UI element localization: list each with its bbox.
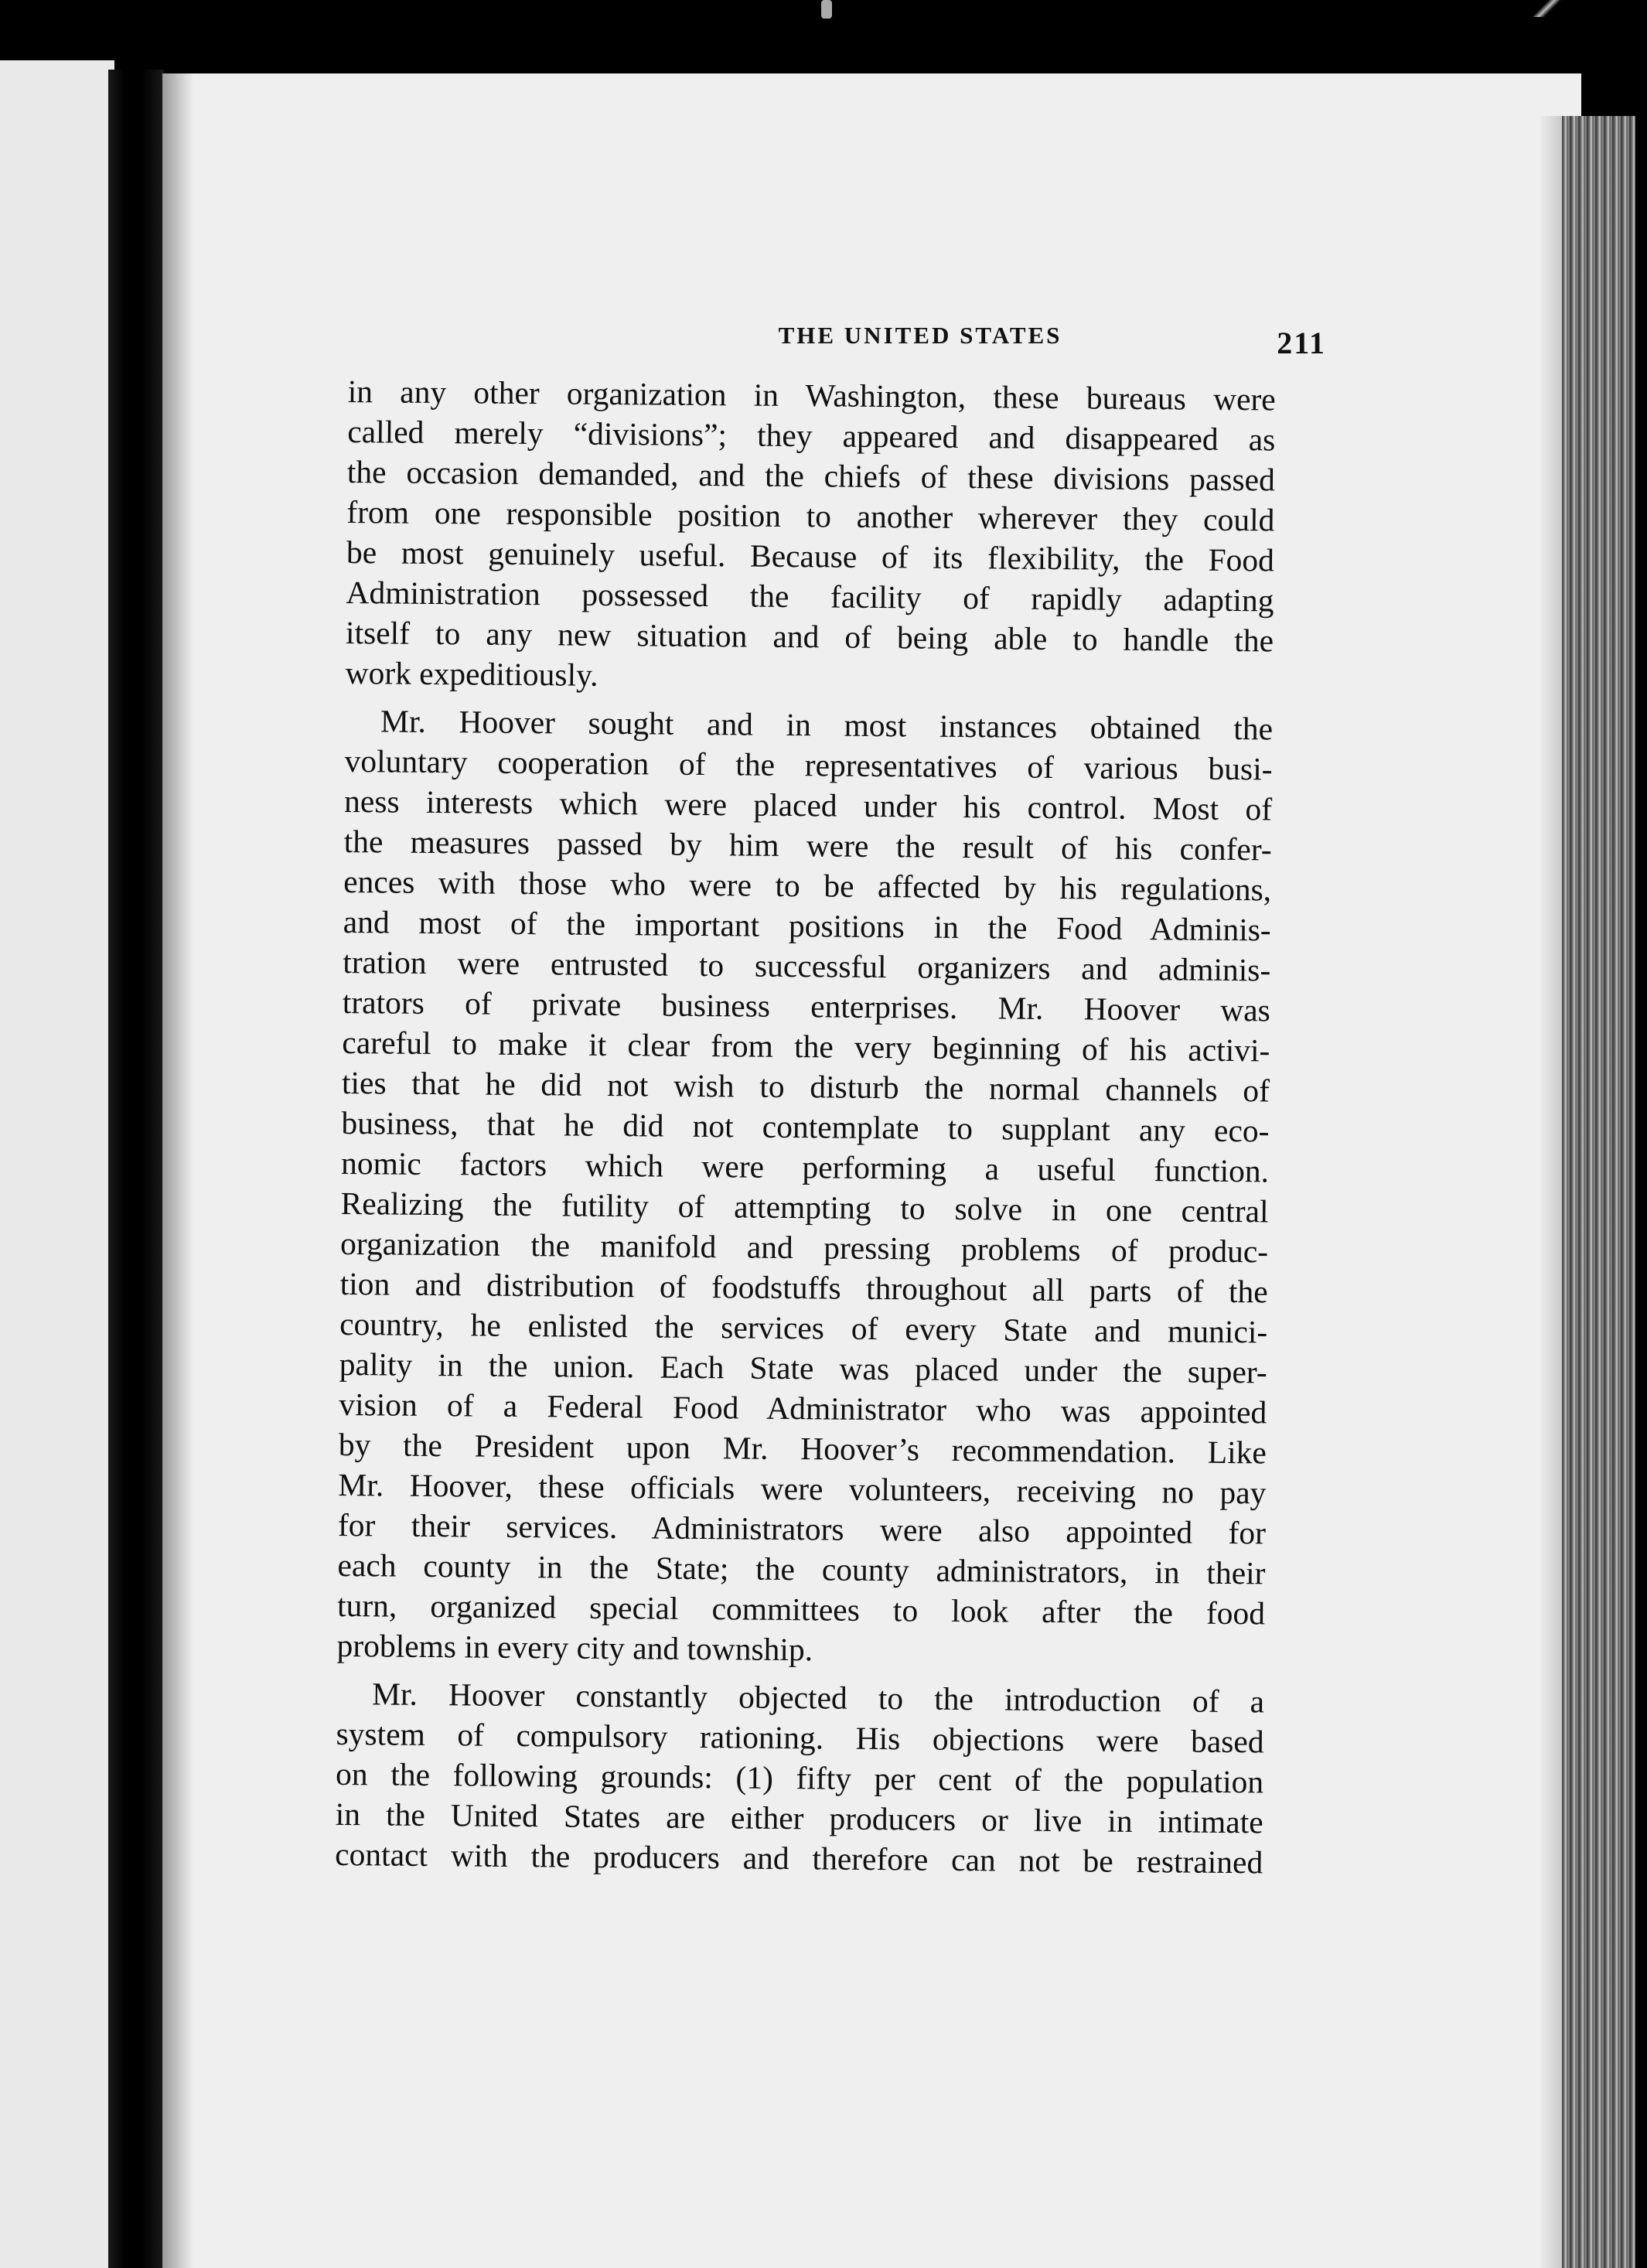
book-block-edge [1562, 116, 1635, 2268]
text-line: organization the manifold and pressing problems of produc- [339, 1225, 1269, 1270]
text-line: Administration possessed the facility of rapidly adapting [346, 574, 1274, 619]
scan-smudge [821, 0, 832, 19]
text-line: Mr. Hoover, these officials were volunteers, receiving no pay [338, 1466, 1267, 1511]
text-line: contact with the producers and therefore can not be restrained [335, 1836, 1263, 1881]
text-line: Mr. Hoover sought and in most instances obtained the [380, 703, 1274, 747]
page-gutter-shadow [162, 73, 193, 2268]
text-line: system of compulsory rationing. His objections were based [336, 1715, 1264, 1760]
text-line: business, that he did not contemplate to supplant any eco- [341, 1104, 1270, 1149]
text-line: for their services. Administrators were also appointed for [337, 1506, 1267, 1551]
text-line: in the United States are either producers or live in intimate [335, 1796, 1263, 1840]
text-line: Mr. Hoover constantly objected to the introduction of a [371, 1676, 1265, 1720]
running-head [162, 322, 1581, 368]
text-line: by the President upon Mr. Hoover’s recommendation. Like [338, 1426, 1267, 1471]
text-line: problems in every city and township. [336, 1627, 813, 1668]
text-line: voluntary cooperation of the representatives of various busi- [344, 742, 1273, 787]
text-line: pality in the union. Each State was placed under the super- [339, 1345, 1267, 1390]
text-line: nomic factors which were performing a useful function. [340, 1144, 1270, 1189]
body-text [335, 371, 1276, 1882]
text-line: country, he enlisted the services of every State and munici- [339, 1305, 1268, 1350]
text-line: on the following grounds: (1) fifty per cent of the population [335, 1755, 1264, 1800]
facing-page-edge [0, 60, 114, 2268]
text-line: turn, organized special committees to look after the food [336, 1587, 1266, 1632]
text-line: tion and distribution of foodstuffs throughout all parts of the [339, 1265, 1268, 1310]
text-line: ences with those who were to be affected by his regulations, [343, 863, 1272, 908]
paragraph-3 [335, 1673, 1264, 1882]
text-line: and most of the important positions in the Food Adminis- [343, 903, 1271, 948]
text-line: trators of private business enterprises. Mr. Hoover was [342, 984, 1271, 1028]
text-line: work expeditiously. [345, 654, 598, 693]
text-line: careful to make it clear from the very beginning of his activi- [342, 1024, 1270, 1069]
text-line: the occasion demanded, and the chiefs of these divisions passed [346, 453, 1276, 498]
paragraph-1 [345, 371, 1276, 701]
paragraph-2 [336, 701, 1273, 1673]
text-line: tration were entrusted to successful organizers and adminis- [343, 943, 1271, 988]
text-line: the measures passed by him were the result of his confer- [343, 823, 1272, 868]
text-line: Realizing the futility of attempting to solve in one central [340, 1185, 1269, 1229]
text-line: each county in the State; the county administrators, in their [337, 1547, 1266, 1591]
text-line: in any other organization in Washington, these bureaus were [347, 373, 1276, 418]
text-line: be most genuinely useful. Because of its flexibility, the Food [346, 534, 1275, 578]
scan-corner-mark [1523, 0, 1570, 17]
text-line: ness interests which were placed under his control. Most of [343, 783, 1273, 827]
text-line: ties that he did not wish to disturb the normal channels of [341, 1064, 1270, 1109]
text-line: itself to any new situation and of being able to handle the [345, 614, 1274, 659]
page-number: 211 [1277, 326, 1326, 360]
text-line: from one responsible position to another wherever they could [346, 493, 1275, 538]
text-line: vision of a Federal Food Administrator who was appointed [339, 1386, 1267, 1431]
text-line: called merely “divisions”; they appeared and disappeared as [347, 413, 1276, 458]
binding-shadow [108, 70, 164, 2268]
running-title: THE UNITED STATES [778, 322, 1062, 349]
